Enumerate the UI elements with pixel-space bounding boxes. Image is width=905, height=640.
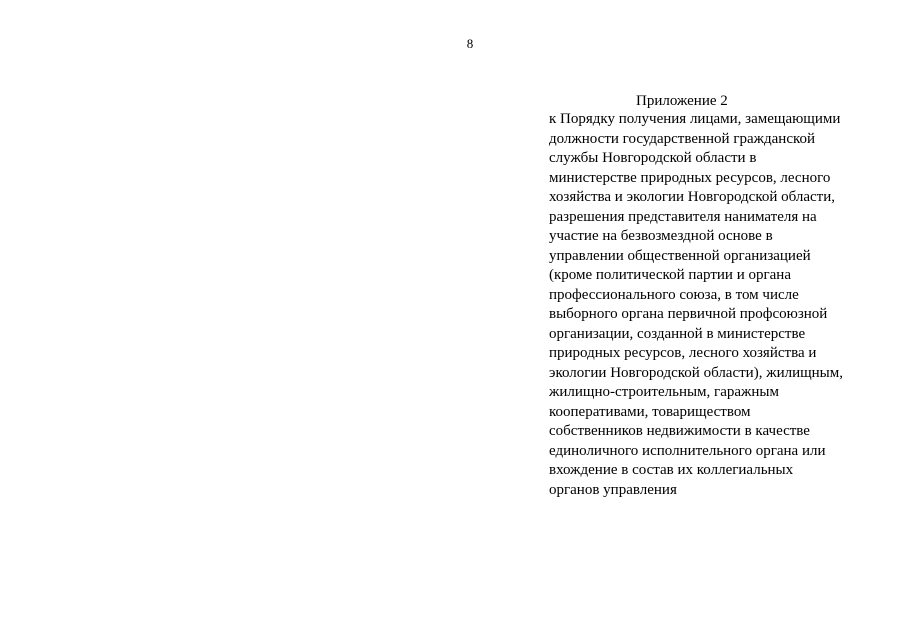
page-number: 8: [466, 36, 474, 51]
appendix-line: разрешения представителя нанимателя на: [549, 208, 817, 225]
appendix-line: (кроме политической партии и органа: [549, 267, 791, 283]
appendix-body: [549, 110, 869, 500]
appendix-line: должности государственной гражданской: [549, 130, 816, 147]
appendix-line: министерстве природных ресурсов, лесного: [549, 169, 831, 186]
appendix-title: Приложение 2: [636, 93, 728, 109]
appendix-line: профессионального союза, в том числе: [549, 286, 799, 303]
appendix-line: управлении общественной организацией: [549, 247, 811, 264]
appendix-line: участие на безвозмездной основе в: [549, 228, 773, 244]
appendix-line: вхождение в состав их коллегиальных: [549, 462, 794, 478]
appendix-line: жилищно-строительным, гаражным: [549, 384, 779, 400]
appendix-line: природных ресурсов, лесного хозяйства и: [549, 345, 817, 361]
appendix-line: организации, созданной в министерстве: [549, 325, 806, 342]
appendix-line: хозяйства и экологии Новгородской области,: [549, 189, 836, 205]
appendix-line: экологии Новгородской области), жилищным,: [549, 364, 844, 381]
appendix-line: кооперативами, товариществом: [549, 403, 751, 420]
appendix-line: выборного органа первичной профсоюзной: [549, 306, 828, 322]
appendix-line: собственников недвижимости в качестве: [549, 423, 810, 439]
appendix-line: единоличного исполнительного органа или: [549, 442, 826, 459]
appendix-line: службы Новгородской области в: [549, 150, 757, 166]
appendix-line: к Порядку получения лицами, замещающими: [549, 111, 841, 127]
appendix-line: органов управления: [549, 481, 677, 498]
